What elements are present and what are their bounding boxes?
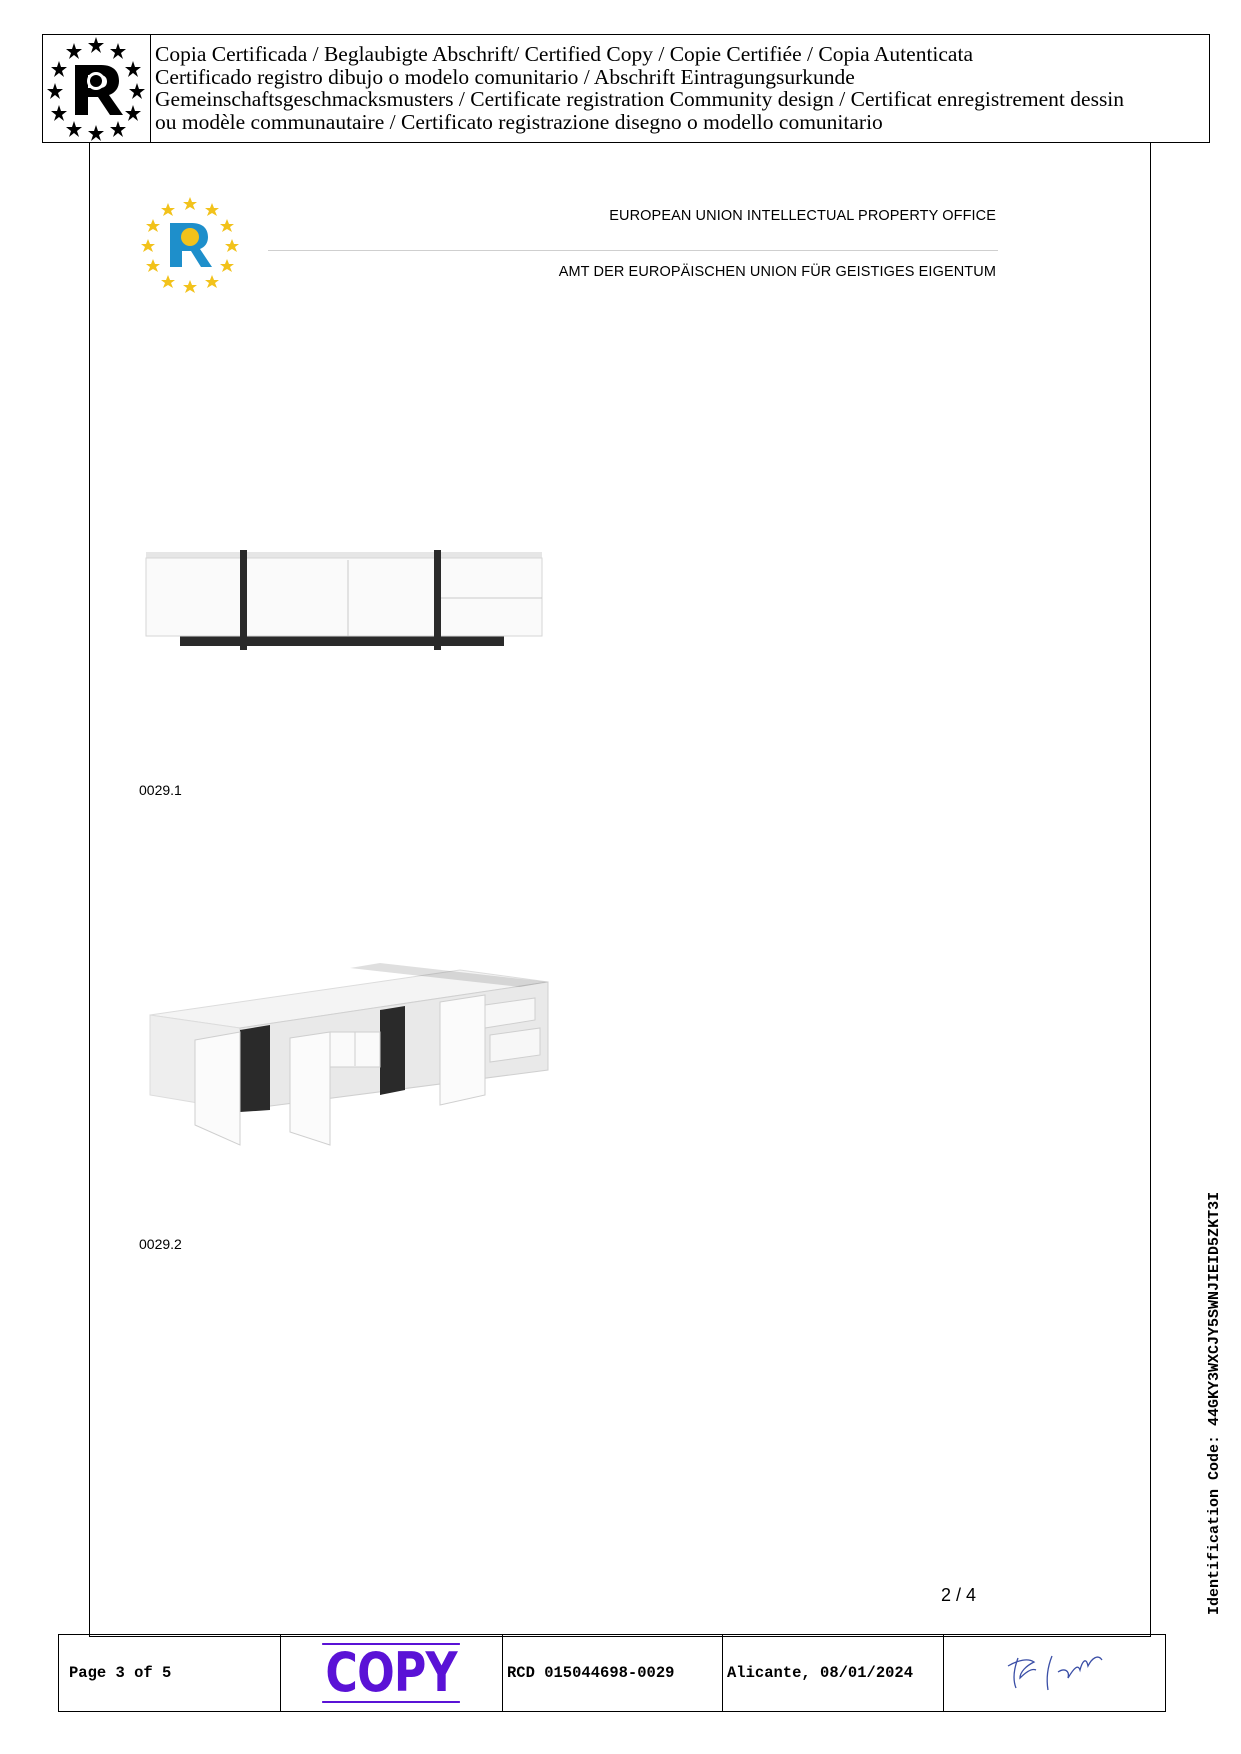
certified-copy-line: ou modèle communautaire / Certificato registrazione disegno o modello comunitario bbox=[155, 109, 883, 134]
certified-copy-line: Certificado registro dibujo o modelo comunitario / Abschrift Eintragungsurkunde bbox=[155, 64, 855, 89]
office-name-de: AMT DER EUROPÄISCHEN UNION FÜR GEISTIGES EIGENTUM bbox=[558, 264, 996, 280]
footer-signature-cell bbox=[944, 1635, 1165, 1711]
view-label: 0029.1 bbox=[139, 782, 182, 798]
footer-bar bbox=[58, 1634, 1166, 1712]
tv-cabinet-front-view bbox=[140, 540, 550, 665]
tv-cabinet-open-perspective-view bbox=[140, 960, 550, 1165]
registered-logo bbox=[43, 35, 151, 142]
footer-page bbox=[59, 1635, 281, 1711]
certified-copy-title bbox=[151, 35, 1209, 142]
certified-copy-header bbox=[42, 34, 1210, 143]
document-frame bbox=[89, 143, 1151, 1637]
registered-R-stars-icon bbox=[43, 35, 149, 141]
footer-place-date bbox=[723, 1635, 944, 1711]
footer-rcd bbox=[503, 1635, 723, 1711]
euipo-logo-icon bbox=[140, 195, 240, 295]
view-label: 0029.2 bbox=[139, 1236, 182, 1252]
copy-stamp: COPY bbox=[323, 1643, 461, 1703]
page-indicator: 2 / 4 bbox=[940, 1585, 976, 1605]
header-divider bbox=[268, 250, 998, 251]
footer-place-date-text: Alicante, 08/01/2024 bbox=[727, 1664, 914, 1682]
office-name-en: EUROPEAN UNION INTELLECTUAL PROPERTY OFFICE bbox=[609, 208, 996, 224]
certified-copy-line: Gemeinschaftsgeschmacksmusters / Certificate registration Community design / Certificat enregistrement dessin bbox=[155, 87, 1125, 111]
footer-page-text: Page 3 of 5 bbox=[69, 1664, 172, 1682]
footer-stamp-cell bbox=[281, 1635, 503, 1711]
signature-icon bbox=[1000, 1648, 1110, 1698]
certified-copy-line: Copia Certificada / Beglaubigte Abschrift/ Certified Copy / Copie Certifiée / Copia Autenticata bbox=[155, 42, 973, 66]
footer-rcd-text: RCD 015044698-0029 bbox=[507, 1664, 675, 1682]
identification-code: Identification Code: 44GKY3WXCJY5SWNJIEID5ZKT3I bbox=[1206, 1191, 1223, 1615]
